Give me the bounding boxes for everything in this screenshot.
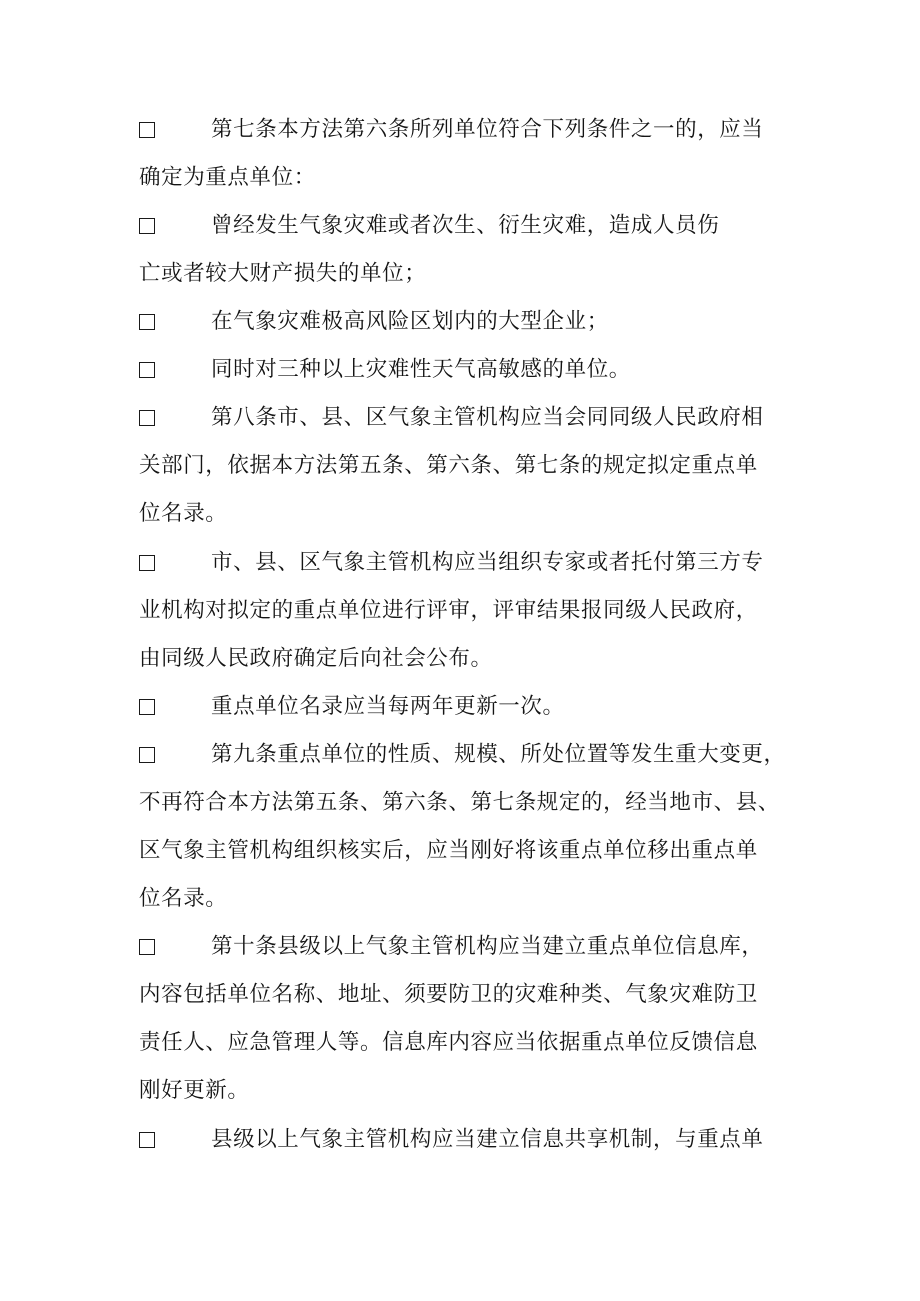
paragraph-9-line-1: 第十条县级以上气象主管机构应当建立重点单位信息库， (211, 934, 764, 959)
paragraph-9-line-2: 内容包括单位名称、地址、须要防卫的灾难种类、气象灾难防卫 (139, 982, 758, 1007)
checkbox-1[interactable] (139, 122, 155, 138)
paragraph-2-line-1: 曾经发生气象灾难或者次生、衍生灾难，造成人员伤 (211, 213, 720, 238)
paragraph-1-line-2: 确定为重点单位： (139, 165, 316, 190)
paragraph-8-line-2: 不再符合本方法第五条、第六条、第七条规定的，经当地市、县、 (139, 790, 780, 815)
checkbox-7[interactable] (139, 699, 155, 715)
paragraph-8-line-4: 位名录。 (139, 886, 228, 911)
paragraph-5-line-2: 关部门，依据本方法第五条、第六条、第七条的规定拟定重点单 (139, 453, 758, 478)
paragraph-8-line-1: 第九条重点单位的性质、规模、所处位置等发生重大变更， (211, 742, 786, 767)
paragraph-9-line-3: 责任人、应急管理人等。信息库内容应当依据重点单位反馈信息 (139, 1030, 758, 1055)
paragraph-8-line-3: 区气象主管机构组织核实后，应当刚好将该重点单位移出重点单 (139, 838, 758, 863)
checkbox-10[interactable] (139, 1132, 155, 1148)
paragraph-4-line-1: 同时对三种以上灾难性天气高敏感的单位。 (211, 357, 631, 382)
checkbox-8[interactable] (139, 747, 155, 763)
paragraph-6-line-3: 由同级人民政府确定后向社会公布。 (139, 646, 493, 671)
paragraph-7-line-1: 重点单位名录应当每两年更新一次。 (211, 694, 565, 719)
checkbox-2[interactable] (139, 218, 155, 234)
checkbox-5[interactable] (139, 410, 155, 426)
paragraph-10-line-1: 县级以上气象主管机构应当建立信息共享机制，与重点单 (211, 1127, 764, 1152)
paragraph-6-line-1: 市、县、区气象主管机构应当组织专家或者托付第三方专 (211, 550, 764, 575)
paragraph-1-line-1: 第七条本方法第六条所列单位符合下列条件之一的，应当 (211, 117, 764, 142)
paragraph-5-line-1: 第八条市、县、区气象主管机构应当会同同级人民政府相 (211, 405, 764, 430)
checkbox-9[interactable] (139, 939, 155, 955)
checkbox-4[interactable] (139, 362, 155, 378)
paragraph-5-line-3: 位名录。 (139, 501, 228, 526)
checkbox-3[interactable] (139, 314, 155, 330)
paragraph-9-line-4: 刚好更新。 (139, 1078, 250, 1103)
paragraph-2-line-2: 亡或者较大财产损失的单位； (139, 261, 427, 286)
paragraph-6-line-2: 业机构对拟定的重点单位进行评审，评审结果报同级人民政府， (139, 598, 758, 623)
paragraph-3-line-1: 在气象灾难极高风险区划内的大型企业； (211, 309, 609, 334)
checkbox-6[interactable] (139, 555, 155, 571)
